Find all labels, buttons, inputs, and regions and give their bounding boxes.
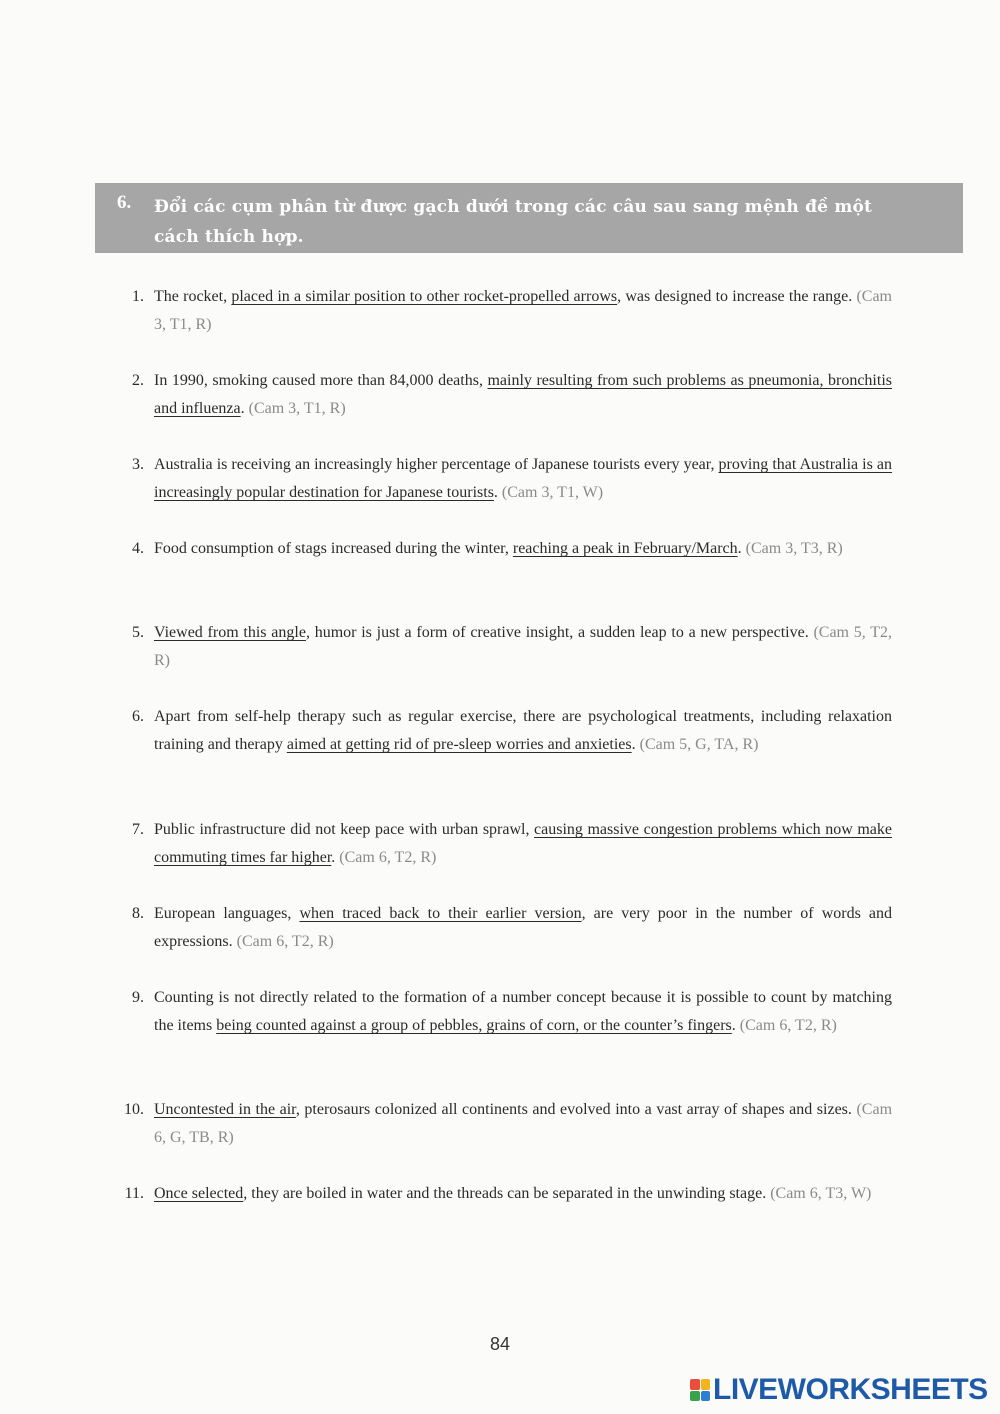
underlined-phrase: Uncontested in the air (154, 1101, 296, 1118)
source-reference: (Cam 6, G, TB, R) (154, 1101, 893, 1146)
source-reference: (Cam 6, T3, W) (770, 1185, 872, 1202)
source-reference: (Cam 6, T2, R) (236, 933, 334, 950)
sentence-text: Counting is not directly related to the formation of a number concept because it is possible to count by matching the items (154, 989, 892, 1034)
item-number: 3. (132, 456, 144, 473)
liveworksheets-logo-icon (690, 1379, 710, 1401)
item-sentence (154, 1096, 892, 1152)
underlined-phrase: placed in a similar position to other rocket-propelled arrows (231, 288, 618, 305)
underlined-phrase: mainly resulting from such problems as pneumonia, bronchitis and influenza (154, 372, 892, 417)
source-reference: (Cam 5, T2, R) (154, 624, 892, 669)
exercise-instruction: Đổi các cụm phân từ được gạch dưới trong các câu sau sang mệnh đề một cách thích hợp. (154, 197, 873, 247)
underlined-phrase: reaching a peak in February/March (512, 540, 738, 557)
sentence-text: . (737, 540, 746, 557)
sentence-text: European languages, (154, 905, 300, 922)
item-sentence (154, 900, 892, 956)
item-sentence (154, 283, 892, 339)
item-number: 9. (132, 989, 144, 1006)
source-reference: (Cam 6, T2, R) (739, 1017, 837, 1034)
sentence-text: , humor is just a form of creative insight, a sudden leap to a new perspective. (305, 624, 814, 641)
source-reference: (Cam 6, T2, R) (339, 849, 437, 866)
sentence-text: . (493, 484, 502, 501)
sentence-text: . (731, 1017, 740, 1034)
underlined-phrase: being counted against a group of pebbles, grains of corn, or the counter’s fingers (216, 1017, 732, 1034)
item-number: 4. (132, 540, 144, 557)
item-sentence (154, 1180, 892, 1208)
sentence-text: Public infrastructure did not keep pace with urban sprawl, (154, 821, 535, 838)
source-reference: (Cam 3, T3, R) (745, 540, 843, 557)
exercise-number: 6. (117, 192, 132, 213)
sentence-text: The rocket, (154, 288, 232, 305)
item-sentence (154, 535, 892, 563)
item-sentence (154, 619, 892, 675)
page-number: 84 (489, 1334, 511, 1354)
source-reference: (Cam 3, T1, R) (248, 400, 346, 417)
sentence-text: , they are boiled in water and the threads can be separated in the unwinding stage. (243, 1185, 771, 1202)
sentence-text: Apart from self-help therapy such as regular exercise, there are psychological treatments, including relaxation training and therapy (154, 708, 892, 753)
sentence-text: , pterosaurs colonized all continents and evolved into a vast array of shapes and sizes. (295, 1101, 857, 1118)
item-number: 5. (132, 624, 144, 641)
item-sentence (154, 451, 892, 507)
item-number: 6. (132, 708, 144, 725)
sentence-text: . (631, 736, 640, 753)
item-sentence (154, 984, 892, 1040)
underlined-phrase: Viewed from this angle (154, 624, 306, 641)
underlined-phrase: proving that Australia is an increasingly popular destination for Japanese tourists (154, 456, 892, 501)
item-number: 7. (132, 821, 144, 838)
item-number: 2. (132, 372, 144, 389)
item-sentence (154, 703, 892, 759)
source-reference: (Cam 3, T1, R) (154, 288, 892, 333)
exercise-header (95, 183, 963, 253)
underlined-phrase: causing massive congestion problems which now make commuting times far higher (154, 821, 893, 866)
source-reference: (Cam 5, G, TA, R) (639, 736, 759, 753)
item-number: 10. (124, 1101, 144, 1118)
underlined-phrase: Once selected (154, 1185, 244, 1202)
item-sentence (154, 816, 892, 872)
sentence-text: Food consumption of stags increased during the winter, (154, 540, 513, 557)
liveworksheets-wordmark: LIVEWORKSHEETS (713, 1373, 988, 1406)
sentence-text: . (240, 400, 249, 417)
item-number: 11. (124, 1185, 144, 1202)
liveworksheets-logo (690, 1373, 988, 1407)
item-sentence (154, 367, 892, 423)
sentence-text: . (331, 849, 340, 866)
sentence-text: , are very poor in the number of words and expressions. (154, 905, 893, 950)
item-number: 1. (132, 288, 144, 305)
source-reference: (Cam 3, T1, W) (501, 484, 604, 501)
underlined-phrase: when traced back to their earlier version (299, 905, 582, 922)
sentence-text: In 1990, smoking caused more than 84,000 deaths, (154, 372, 488, 389)
sentence-text: , was designed to increase the range. (617, 288, 857, 305)
item-number: 8. (132, 905, 144, 922)
sentence-text: Australia is receiving an increasingly higher percentage of Japanese tourists every year, (154, 456, 719, 473)
underlined-phrase: aimed at getting rid of pre-sleep worries and anxieties (286, 736, 632, 753)
